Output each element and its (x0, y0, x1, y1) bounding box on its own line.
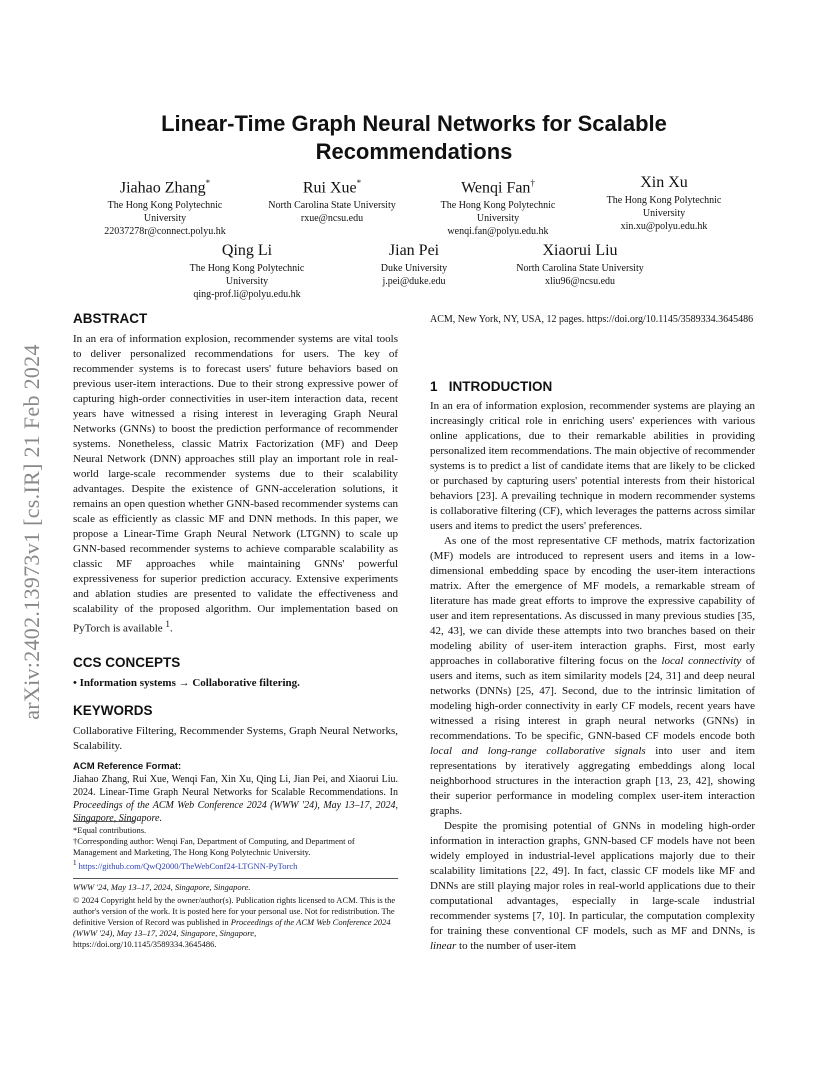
author-email: qing-prof.li@polyu.edu.hk (193, 289, 301, 300)
author-email: j.pei@duke.edu (382, 276, 446, 287)
arxiv-sidebar-stamp (14, 292, 50, 772)
author-affiliation-line2: University (642, 208, 686, 219)
copyright-text: © 2024 Copyright held by the owner/author(s). Publication rights licensed to ACM. This is the author's version of the work. It is posted here for your personal use. Not for redistribution. The definitive Version of Record was published in Proceedings of the ACM Web Conference 2024 (WWW '24), May 13–17, 2024, Singapore, Singapore, https://doi.org/10.1145/3589334.3645486. (73, 895, 396, 949)
footnote-rule (73, 821, 135, 822)
author-name: Xiaorui Liu (542, 242, 618, 259)
github-link[interactable]: https://github.com/QwQ2000/TheWebConf24-LTGNN-PyTorch (78, 860, 298, 871)
author-email: wenqi.fan@polyu.edu.hk (447, 226, 549, 238)
ccs-section (73, 654, 398, 691)
keywords-section (73, 702, 398, 754)
author-name: Jiahao Zhang* (119, 178, 211, 197)
acm-reference-heading: ACM Reference Format: (73, 761, 182, 772)
author-affiliation: North Carolina State University (516, 263, 644, 274)
author-affiliation-line2: University (225, 276, 269, 287)
author-email: xliu96@ncsu.edu (544, 276, 616, 287)
acm-reference-continued (430, 313, 755, 326)
ccs-heading: CCS CONCEPTS (73, 655, 181, 670)
author-affiliation: The Hong Kong Polytechnic (107, 200, 223, 212)
author-affiliation: The Hong Kong Polytechnic (440, 200, 556, 212)
ccs-text: • Information systems → Collaborative filtering. (73, 677, 300, 689)
keywords-text: Collaborative Filtering, Recommender Systems, Graph Neural Networks, Scalability. (73, 725, 398, 752)
copyright-venue: WWW '24, May 13–17, 2024, Singapore, Singapore. (73, 882, 251, 892)
author-name: Wenqi Fan† (461, 178, 535, 197)
acm-reference-section (73, 760, 398, 825)
author-block (564, 173, 764, 233)
author-name: Qing Li (221, 242, 273, 259)
author-name: Xin Xu (640, 174, 688, 191)
copyright-rule (73, 878, 398, 879)
copyright-section (73, 882, 398, 950)
author-email: rxue@ncsu.edu (300, 213, 364, 225)
abstract-section (73, 310, 398, 637)
acm-reference-text: Jiahao Zhang, Rui Xue, Wenqi Fan, Xin Xu, Qing Li, Jian Pei, and Xiaorui Liu. 2024. Linear-Time Graph Neural Networks for Scalable Recommendations. In Proceedings of the ACM Web Conference 2024 (WWW '24), May 13–17, 2024, Singapore, Singapore. (73, 774, 398, 824)
abstract-text: In an era of information explosion, recommender systems are vital tools to deliver personalized recommendations for users. The key of recommender systems is to forecast users' future behaviors based on previous user-item interactions. Due to their strong expressive power of capturing high-order connectivities in user-item interaction data, recent years have witnessed a rising interest in leveraging Graph Neural Networks (GNNs) to boost the prediction performance of recommender systems. Nonetheless, classic Matrix Factorization (MF) and Deep Neural Network (DNN) approaches still play an important role in real-world large-scale recommender systems due to their scalability advantages. Despite the existence of GNN-acceleration solutions, it remains an open question whether GNN-based recommender systems can scale as efficiently as classic MF and DNN methods. In this paper, we propose a Linear-Time Graph Neural Network (LTGNN) to scale up GNN-based recommender systems to achieve comparable scalability as classic MF approaches while maintaining GNNs' powerful expressiveness for superior prediction accuracy. Extensive experiments and ablation studies are presented to validate the effectiveness and scalability of the proposed algorithm. Our implementation based on PyTorch is available $^1$. (73, 333, 398, 635)
author-name: Jian Pei (388, 242, 440, 259)
author-affiliation: North Carolina State University (268, 200, 396, 212)
intro-paragraph-3: Despite the promising potential of GNNs in modeling high-order information in interaction graphs, GNN-based CF models have not been widely employed in industrial-level applications majorly due to their scalability limitations [22, 49]. In fact, classic CF models like MF and DNNs are still playing major roles in real-world applications due to their computational advantages, especially in large-scale industrial recommender systems [7, 10]. In particular, the computation complexity for training these conventional CF models, such as MF and DNNs, is linear to the number of user-item (430, 820, 755, 952)
author-affiliation: The Hong Kong Polytechnic (606, 195, 722, 206)
arxiv-id: arXiv:2402.13973v1 [cs.IR] 21 Feb 2024 (19, 344, 44, 720)
author-block (480, 241, 680, 288)
author-affiliation: Duke University (380, 263, 448, 274)
paper-title: Linear-Time Graph Neural Networks for Scalable Recommendations (161, 111, 667, 164)
abstract-heading: ABSTRACT (73, 311, 148, 326)
author-affiliation-line2: University (476, 213, 520, 225)
acm-reference-tail: ACM, New York, NY, USA, 12 pages. https://doi.org/10.1145/3589334.3645486 (430, 314, 754, 325)
author-affiliation-line2: University (143, 213, 187, 225)
footnote-equal: *Equal contributions. (73, 825, 147, 835)
footnotes-section (73, 825, 398, 872)
footnote-link-line: $^1$ https://github.com/QwQ2000/TheWebConf24-LTGNN-PyTorch (73, 859, 298, 871)
keywords-heading: KEYWORDS (73, 703, 153, 718)
introduction-section (430, 378, 755, 954)
intro-paragraph-2: As one of the most representative CF methods, matrix factorization (MF) models are introduced to represent users and items in a low-dimensional embedding space by encoding the user-item interactions matrix. After the emergence of MF models, a remarkable stream of literature has made great efforts to improve the expressive capability of user and item representations. As discussed in many previous studies [35, 42, 43], we can divide these attempts into two branches based on their modeling ability of user-item interaction graphs. First, most early approaches in collaborative filtering focus on the local connectivity of users and items, such as item similarity models [24, 31] and deep neural networks (DNNs) [25, 47]. Second, due to the intrinsic limitation of modeling high-order connectivity in early CF models, recent years have witnessed a rising interest in graph neural networks (GNNs) in recommendations. To be specific, GNN-based CF models encode both local and long-range collaborative signals into user and item representations by iteratively aggregating embeddings along local neighborhood structures in the interaction graph [13, 23, 42], showing their superior performance in modeling complex user-item interaction graphs. (430, 535, 756, 817)
author-email: 22037278r@connect.polyu.hk (104, 226, 226, 238)
author-email: xin.xu@polyu.edu.hk (620, 221, 708, 232)
copyright-doi[interactable]: https://doi.org/10.1145/3589334.3645486. (73, 939, 217, 949)
intro-paragraph-1: In an era of information explosion, recommender systems are playing an increasingly critical role in enriching users' experiences with various online applications, due to their remarkable abilities in providing personalized item recommendations. The main objective of recommender systems is to predict a list of candidate items that are likely to be clicked or purchased by capturing users' potential interests from their historical behaviors [23]. A prevailing technique in modern recommender systems is collaborative filtering (CF), which leverages the patterns across similar users and items to predict the users' preferences. (430, 400, 755, 532)
introduction-heading: 1 INTRODUCTION (430, 379, 553, 394)
footnote-corresponding: †Corresponding author: Wenqi Fan, Department of Computing, and Department of Management and Marketing, The Hong Kong Polytechnic University. (73, 836, 355, 857)
footnote-ref[interactable]: 1 (165, 619, 170, 629)
author-name: Rui Xue* (302, 178, 362, 197)
author-affiliation: The Hong Kong Polytechnic (189, 263, 305, 274)
